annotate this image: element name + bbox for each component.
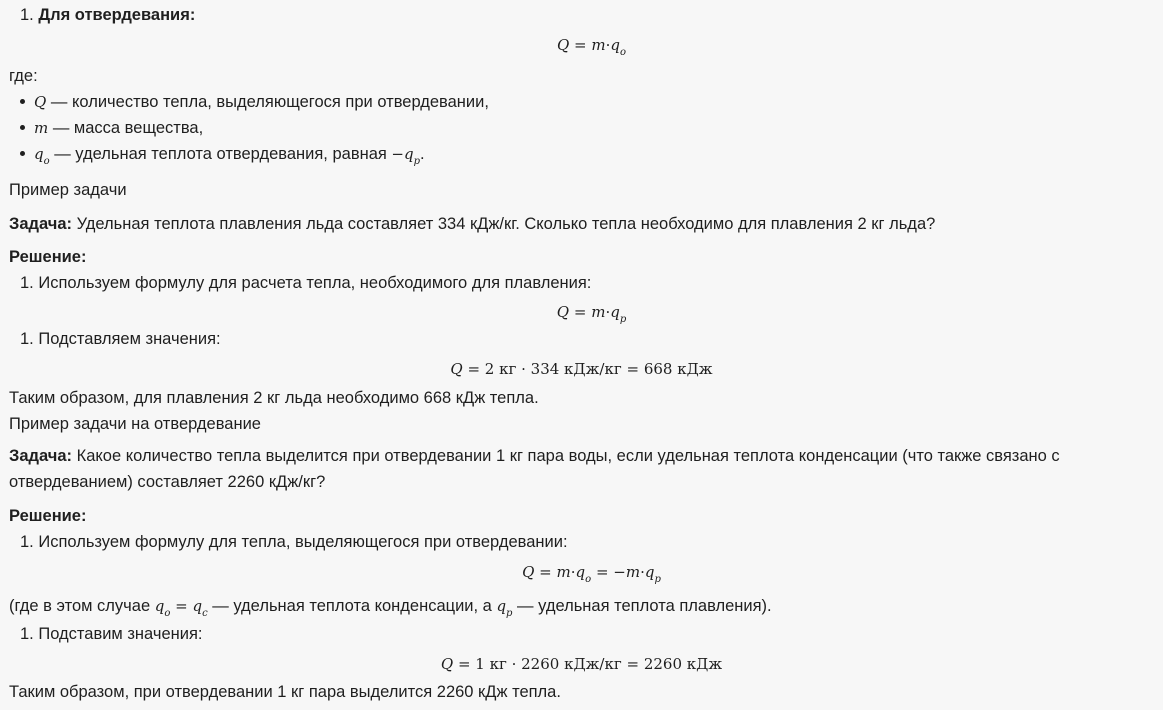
formula-symbol-m-2: m xyxy=(625,563,641,581)
definition-list-item xyxy=(20,119,203,138)
example-heading: Пример задачи xyxy=(9,181,127,199)
formula-subscript-2: p xyxy=(654,574,661,585)
formula-rhs: = 1 кг · 2260 кДж/кг = 2260 кДж xyxy=(453,655,723,673)
where-label: где: xyxy=(9,67,38,85)
formula-equals: = xyxy=(539,563,552,581)
solution-step: 1. Используем формулу для тепла, выделяющегося при отвердевании: xyxy=(20,533,568,551)
note-symbol-qc: q xyxy=(192,597,203,615)
solidification-heading xyxy=(20,6,195,25)
task-text: Удельная теплота плавления льда составляет 334 кДж/кг. Сколько тепла необходимо для плавления 2 кг льда? xyxy=(72,215,936,233)
bullet-icon xyxy=(20,151,25,156)
note-subscript: o xyxy=(164,608,171,619)
note-equals: = xyxy=(170,597,193,615)
formula-symbol-q: Q xyxy=(522,563,535,581)
section-title: Для отвердевания: xyxy=(38,6,196,24)
condensation-note xyxy=(9,597,772,619)
task-text: Какое количество тепла выделится при отвердевании 1 кг пара воды, если удельная теплота конденсации (что также связано с отвердеванием) составляет 2260 кДж/кг? xyxy=(9,447,1060,491)
formula-dot: · xyxy=(605,36,611,54)
example-heading: Пример задачи на отвердевание xyxy=(9,415,261,433)
definition-subscript-p: p xyxy=(413,156,420,167)
note-text: — удельная теплота конденсации, а xyxy=(207,597,497,615)
period: . xyxy=(419,145,425,163)
definition-symbol: q xyxy=(34,145,44,163)
definition-text: — количество тепла, выделяющегося при отвердевании, xyxy=(46,93,489,111)
note-symbol-qp: q xyxy=(496,597,507,615)
formula-release xyxy=(0,563,1163,585)
bullet-icon xyxy=(20,99,25,104)
formula-symbol-m: m xyxy=(591,303,606,321)
task-statement xyxy=(9,215,935,234)
definition-text: — удельная теплота отвердевания, равная xyxy=(49,145,392,163)
item-number: 1. xyxy=(20,6,34,24)
formula-symbol-q-small: q xyxy=(575,563,586,581)
formula-substitution xyxy=(0,655,1163,673)
task-label: Задача: xyxy=(9,447,73,465)
minus-sign: − xyxy=(613,563,626,581)
solution-label xyxy=(9,248,86,267)
formula-subscript: o xyxy=(585,574,592,585)
solution-step: 1. Используем формулу для расчета тепла, необходимого для плавления: xyxy=(20,274,592,292)
note-subscript-c: c xyxy=(202,608,208,619)
formula-symbol-q-small: q xyxy=(610,36,621,54)
formula-symbol-q: Q xyxy=(440,655,454,673)
formula-equals: = xyxy=(573,303,587,321)
formula-symbol-m: m xyxy=(556,563,571,581)
formula-dot: · xyxy=(570,563,576,581)
note-symbol-q: q xyxy=(154,597,165,615)
definition-symbol: Q xyxy=(34,93,47,111)
solution-label-text: Решение: xyxy=(9,248,87,266)
definition-list-item xyxy=(20,93,489,112)
note-subscript-p: p xyxy=(506,608,513,619)
formula-rhs: = 2 кг · 334 кДж/кг = 668 кДж xyxy=(462,360,713,378)
note-text: (где в этом случае xyxy=(9,597,155,615)
task-statement xyxy=(9,443,1159,495)
formula-subscript: p xyxy=(619,314,627,325)
task-label: Задача: xyxy=(9,215,73,233)
formula-solidification xyxy=(0,36,1163,58)
bullet-icon xyxy=(20,125,25,130)
formula-symbol-q-small: q xyxy=(610,303,620,321)
formula-symbol-q: Q xyxy=(450,360,463,378)
solution-step: 1. Подставим значения: xyxy=(20,625,203,643)
definition-symbol: m xyxy=(34,119,49,137)
formula-subscript: o xyxy=(620,47,627,58)
definition-text: — масса вещества, xyxy=(48,119,204,137)
solution-label-text: Решение: xyxy=(9,507,87,525)
formula-symbol-m: m xyxy=(591,36,606,54)
formula-melting xyxy=(0,303,1163,325)
minus-sign: − xyxy=(391,145,404,163)
definition-subscript: o xyxy=(43,156,50,167)
formula-dot-2: · xyxy=(640,563,645,581)
conclusion: Таким образом, для плавления 2 кг льда необходимо 668 кДж тепла. xyxy=(9,389,539,407)
note-text: — удельная теплота плавления). xyxy=(512,597,772,615)
formula-dot: · xyxy=(605,303,611,321)
formula-equals: = xyxy=(574,36,587,54)
solution-step: 1. Подставляем значения: xyxy=(20,330,221,348)
formula-equals-2: = xyxy=(591,563,614,581)
formula-symbol-q-2: q xyxy=(644,563,655,581)
solution-label xyxy=(9,507,86,526)
formula-symbol-q: Q xyxy=(556,36,570,54)
conclusion: Таким образом, при отвердевании 1 кг пара выделится 2260 кДж тепла. xyxy=(9,683,561,701)
formula-symbol-q: Q xyxy=(556,303,570,321)
definition-list-item xyxy=(20,145,425,167)
definition-symbol-qp: q xyxy=(403,145,414,163)
formula-substitution xyxy=(0,360,1163,378)
